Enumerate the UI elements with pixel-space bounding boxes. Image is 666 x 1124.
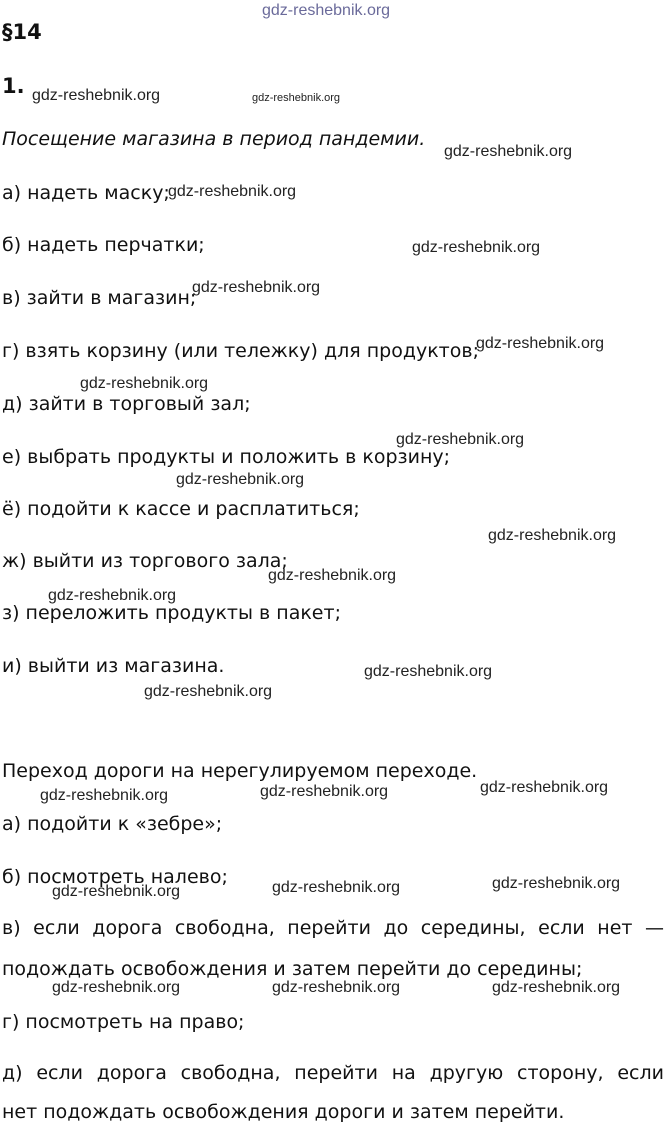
watermark: gdz-reshebnik.org [40, 787, 169, 804]
watermark: gdz-reshebnik.org [488, 527, 617, 544]
watermark: gdz-reshebnik.org [364, 663, 493, 680]
block2-step-d-line1: д) если дорога свободна, перейти на другую сторону, если [2, 1062, 664, 1084]
watermark: gdz-reshebnik.org [260, 783, 389, 800]
block1-step-g: г) взять корзину (или тележку) для продуктов; [2, 340, 479, 362]
watermark: gdz-reshebnik.org [252, 92, 341, 104]
watermark: gdz-reshebnik.org [52, 979, 181, 996]
watermark: gdz-reshebnik.org [444, 143, 573, 160]
block2-title: Переход дороги на нерегулируемом переходе. [2, 760, 478, 782]
watermark-top: gdz-reshebnik.org [262, 2, 391, 19]
watermark: gdz-reshebnik.org [272, 979, 401, 996]
block1-step-b: б) надеть перчатки; [2, 234, 205, 256]
watermark: gdz-reshebnik.org [48, 587, 177, 604]
watermark: gdz-reshebnik.org [168, 183, 297, 200]
watermark: gdz-reshebnik.org [480, 779, 609, 796]
block2-step-d-line2: нет подождать освобождения дороги и затем перейти. [2, 1101, 565, 1123]
block2-step-b: б) посмотреть налево; [2, 866, 228, 888]
watermark: gdz-reshebnik.org [144, 683, 273, 700]
watermark: gdz-reshebnik.org [32, 87, 161, 104]
task-number: 1. [2, 74, 25, 98]
watermark: gdz-reshebnik.org [52, 883, 181, 900]
watermark: gdz-reshebnik.org [272, 879, 401, 896]
block1-step-v: в) зайти в магазин; [2, 287, 197, 309]
watermark: gdz-reshebnik.org [412, 239, 541, 256]
block1-step-i: и) выйти из магазина. [2, 655, 225, 677]
watermark: gdz-reshebnik.org [396, 431, 525, 448]
block1-step-a: а) надеть маску; [2, 182, 170, 204]
block2-step-a: а) подойти к «зебре»; [2, 813, 223, 835]
block1-step-yo: ё) подойти к кассе и расплатиться; [2, 498, 360, 520]
block1-step-e: е) выбрать продукты и положить в корзину; [2, 446, 451, 468]
watermark: gdz-reshebnik.org [492, 979, 621, 996]
block1-step-zh: ж) выйти из торгового зала; [2, 550, 288, 572]
block1-step-d: д) зайти в торговый зал; [2, 393, 251, 415]
section-number: §14 [2, 20, 42, 44]
block2-step-v-line2: подождать освобождения и затем перейти до середины; [2, 958, 583, 980]
block1-title: Посещение магазина в период пандемии. [2, 128, 426, 150]
watermark: gdz-reshebnik.org [192, 279, 321, 296]
watermark: gdz-reshebnik.org [268, 567, 397, 584]
watermark: gdz-reshebnik.org [476, 335, 605, 352]
watermark: gdz-reshebnik.org [80, 375, 209, 392]
block1-step-z: з) переложить продукты в пакет; [2, 602, 341, 624]
block2-step-v-line1: в) если дорога свободна, перейти до середины, если нет — [2, 917, 664, 939]
watermark: gdz-reshebnik.org [492, 875, 621, 892]
block2-step-g: г) посмотреть на право; [2, 1011, 245, 1033]
watermark: gdz-reshebnik.org [176, 471, 305, 488]
